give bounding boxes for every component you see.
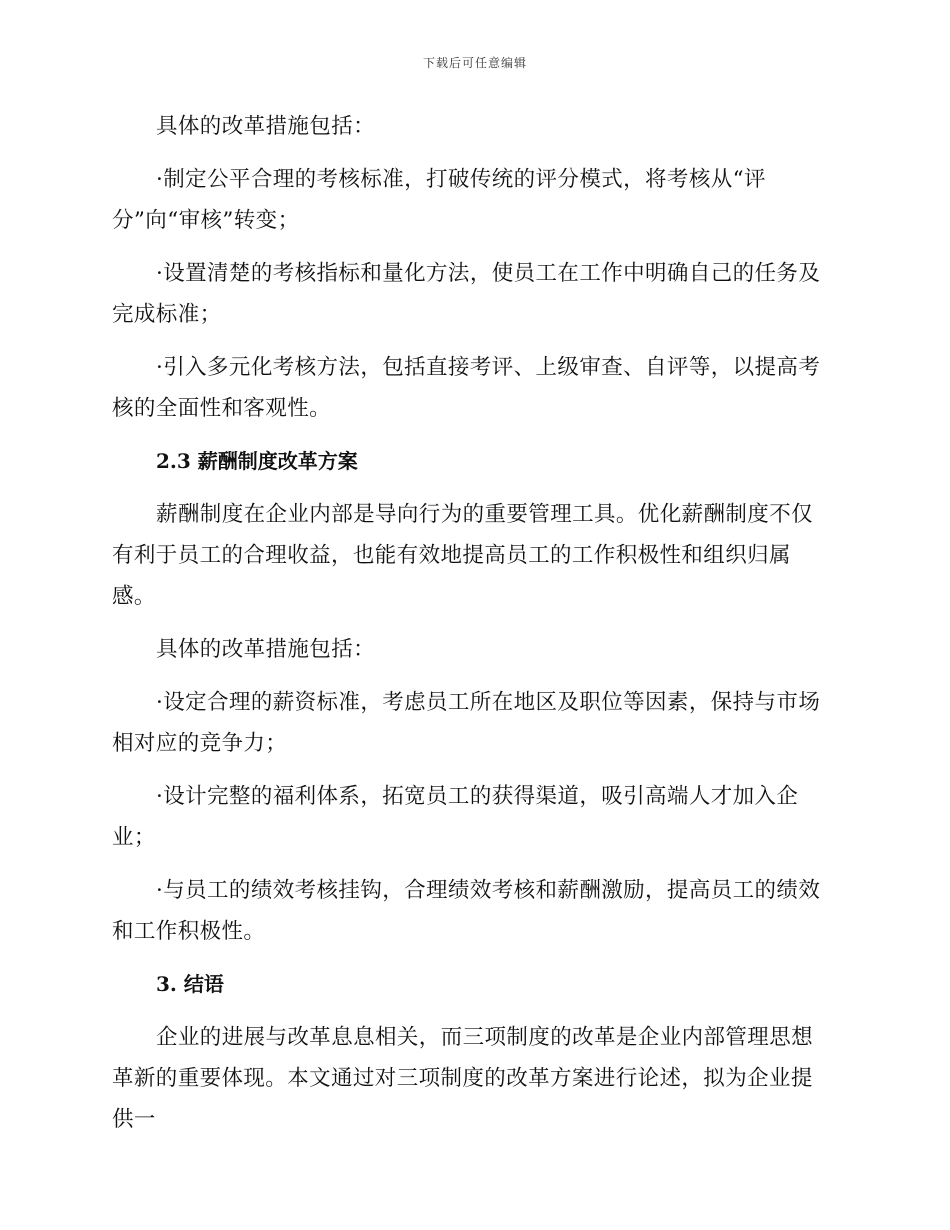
section-heading-conclusion: 3. 结语 <box>156 972 224 996</box>
section-heading-salary-reform: 2.3 薪酬制度改革方案 <box>156 449 358 473</box>
bullet-salary-standard: ·设定合理的薪资标准，考虑员工所在地区及职位等因素，保持与市场相对应的竞争力； <box>112 690 821 756</box>
bullet-performance-link: ·与员工的绩效考核挂钩，合理绩效考核和薪酬激励，提高员工的绩效和工作积极性。 <box>112 878 821 944</box>
paragraph-measures-intro: 具体的改革措施包括： <box>156 114 376 139</box>
bullet-welfare-system: ·设计完整的福利体系，拓宽员工的获得渠道，吸引高端人才加入企业； <box>112 784 799 850</box>
bullet-fair-assessment: ·制定公平合理的考核标准，打破传统的评分模式，将考核从“评分”向“审核”转变； <box>112 167 766 233</box>
bullet-diverse-methods: ·引入多元化考核方法，包括直接考评、上级审查、自评等，以提高考核的全面性和客观性。 <box>112 355 821 421</box>
paragraph-conclusion: 企业的进展与改革息息相关，而三项制度的改革是企业内部管理思想革新的重要体现。本文通过对三项制度的改革方案进行论述，拟为企业提供一 <box>112 1025 814 1132</box>
bullet-clear-indicators: ·设置清楚的考核指标和量化方法，使员工在工作中明确自己的任务及完成标准； <box>112 261 821 327</box>
document-body <box>112 106 830 1152</box>
page-header-note: 下载后可任意编辑 <box>422 56 527 70</box>
paragraph-measures-intro-2: 具体的改革措施包括： <box>156 637 376 662</box>
paragraph-salary-intro: 薪酬制度在企业内部是导向行为的重要管理工具。优化薪酬制度不仅有利于员工的合理收益，也能有效地提高员工的工作积极性和组织归属感。 <box>112 502 814 609</box>
